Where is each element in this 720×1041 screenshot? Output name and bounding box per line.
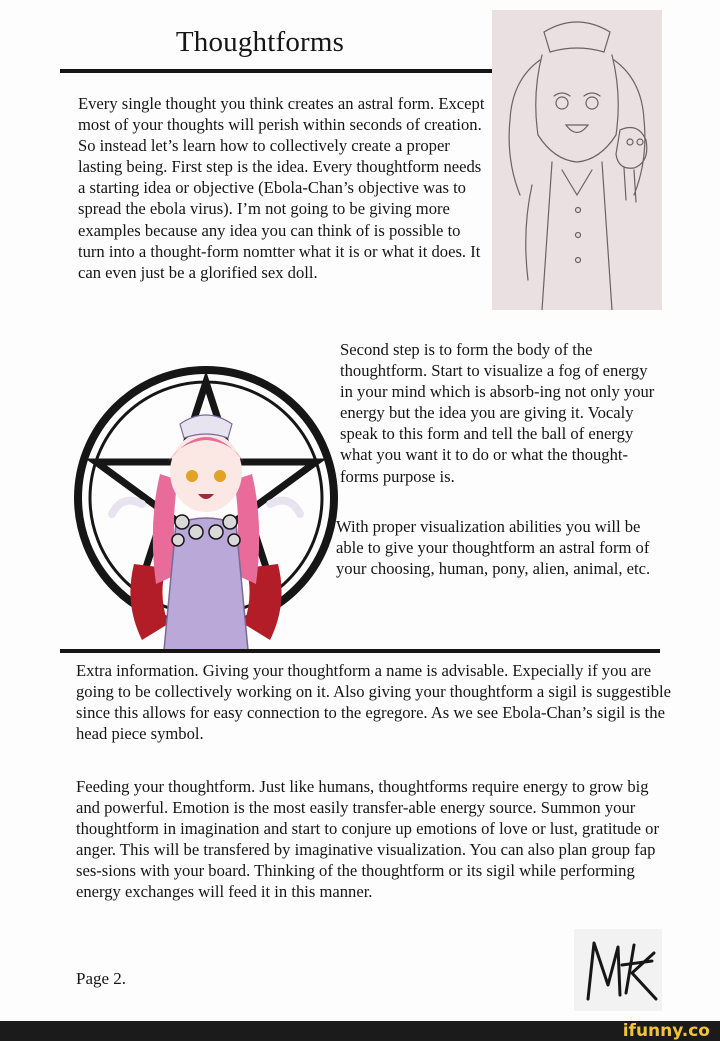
watermark-logo: ifunny.co [622,1021,710,1041]
page-title: Thoughtforms [175,26,345,58]
paragraph-extra-information: Extra information. Giving your thoughtform a name is advisable. Expecially if you are going to be collectively working on it. Also giving your thoughtform a sigil is suggestible since this allows for easy connection to the egregore. As we see Ebola-Chan’s sigil is the head piece symbol. [76,661,672,744]
section-divider [60,649,660,653]
pentagram-character-illustration [72,354,340,650]
footer-bar [0,1021,720,1041]
page-number: Page 2. [76,969,127,988]
paragraph-visualization: With proper visualization abilities you will be able to give your thoughtform an astral form of your choosing, human, pony, alien, animal, etc. [336,517,651,579]
pencil-sketch-image [492,10,662,310]
paragraph-intro: Every single thought you think creates an astral form. Except most of your thoughts will perish within seconds of creation. So instead let’s learn how to collectively create a proper lasting being. First step is the idea. Every thoughtform needs a starting idea or objective (Ebola-Chan’s objective was to spread the ebola virus). I’m not going to be giving more examples because any idea you can think of is possible to turn into a thought-form nomtter what it is or what it does. It can even just be a glorified sex doll. [78,94,485,282]
title-divider [60,69,492,73]
handwritten-signature [574,929,662,1011]
paragraph-second-step: Second step is to form the body of the thoughtform. Start to visualize a fog of energy in your mind which is absorb-ing not only your energy but the idea you are giving it. Vocaly speak to this form and tell the ball of energy what you want it to do or what the thought-forms purpose is. [340,340,655,486]
paragraph-feeding: Feeding your thoughtform. Just like humans, thoughtforms require energy to grow big and powerful. Emotion is the most easily transfer-able energy source. Summon your thoughtform in imagination and start to conjure up emotions of love or lust, gratitude or anger. This will be transfered by imaginative visualization. You can also plan group fap ses-sions with your board. Thinking of the thoughtform or its sigil while performing energy exchanges will feed it in this manner. [76,777,659,902]
